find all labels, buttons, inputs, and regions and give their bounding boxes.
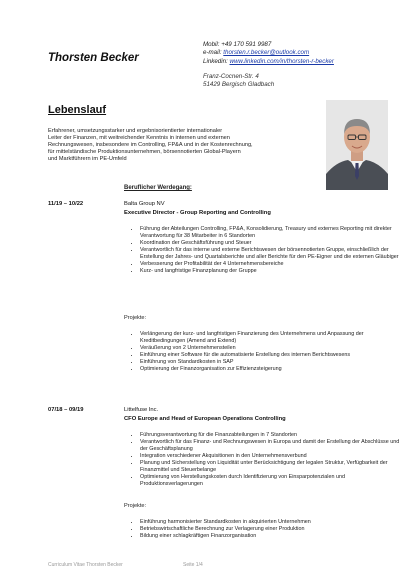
- list-item: • Veräußerung von 2 Unternehmensteilen: [140, 345, 402, 352]
- page-number: Seite 1/4: [183, 562, 203, 568]
- address-street: Franz-Cocnen-Str. 4: [203, 73, 259, 80]
- section-title: Lebenslauf: [48, 104, 107, 116]
- intro-line: Rechnungswesen, insbesondere im Controlling, FP&A und in der Kostenrechnung,: [48, 142, 253, 149]
- portrait-photo: [326, 100, 388, 190]
- linkedin-label: Linkedin:: [203, 57, 230, 65]
- email-link[interactable]: thorsten.r.becker@outlook.com: [223, 49, 310, 57]
- footer-title: Curriculum Vitae Thorsten Becker: [48, 562, 123, 568]
- address-city: 51429 Bergisch Gladbach: [203, 81, 275, 89]
- list-item: • Bildung einer schlagkräftigen Finanzorganisation: [140, 533, 402, 540]
- linkedin-line: [203, 58, 334, 66]
- list-item: • Verlängerung der kurz- und langfristigen Finanzierung des Unternehmens und Anpassung der Kreditbedingungen (Amend and Extend): [140, 331, 402, 345]
- list-item: • Planung und Sicherstellung von Liquidität unter Berücksichtigung der legalen Struktur, Verfügbarkeit der Finanzmittel und Steuerbelange: [140, 460, 402, 474]
- list-item: • Einführung harmonisierter Standardkosten in akquirierten Unternehmen: [140, 519, 402, 526]
- intro-line: und Marktführern im PE-Umfeld: [48, 156, 127, 163]
- job-duties-list: [130, 226, 402, 275]
- list-item: • Kurz- und langfristige Finanzplanung der Gruppe: [140, 268, 402, 275]
- job-company: Littelfuse Inc.: [124, 407, 159, 413]
- job-company: Balta Group NV: [124, 201, 165, 207]
- email-line: [203, 49, 334, 57]
- contact-block: [203, 41, 334, 66]
- list-item: • Integration verschiedener Akquisitionen in den Unternehmensverbund: [140, 453, 402, 460]
- job-projects-list: [130, 331, 402, 373]
- intro-line: Erfahrener, umsetzungsstarker und ergebnisorientierter internationaler: [48, 128, 223, 134]
- candidate-name: Thorsten Becker: [48, 52, 139, 64]
- list-item: • Betriebswirtschaftliche Berechnung zur Verlagerung einer Produktion: [140, 526, 402, 533]
- projects-label: Projekte:: [124, 503, 147, 509]
- list-item: • Optimierung der Finanzorganisation zur Effizienzsteigerung: [140, 366, 402, 373]
- list-item: • Einführung einer Software für die automatisierte Erstellung des internen Berichtswesens: [140, 352, 402, 359]
- list-item: • Optimierung von Herstellungskosten durch Identifizierung von Einsparpotenzialen und Produktionsverlagerungen: [140, 474, 402, 488]
- address-block: [203, 73, 274, 90]
- career-heading: Beruflicher Werdegang:: [124, 185, 192, 191]
- intro-summary: [48, 128, 318, 163]
- job-role: CFO Europe and Head of European Operations Controlling: [124, 416, 286, 422]
- email-label: e-mail:: [203, 49, 224, 57]
- list-item: • Koordination der Geschäftsführung und Steuer: [140, 240, 402, 247]
- list-item: • Einführung von Standardkosten in SAP: [140, 359, 402, 366]
- linkedin-link[interactable]: www.linkedin.com/in/thorsten-r-becker: [229, 57, 334, 65]
- job-projects-list: [130, 519, 402, 540]
- list-item: • Führung der Abteilungen Controlling, FP&A, Konsolidierung, Treasury und externes Reporting mit direkter Verantwortung für 38 Mitarbeiter in 6 Standorten: [140, 226, 402, 240]
- list-item: • Verantwortlich für das Finanz- und Rechnungswesen in Europa und damit der Erstellung der Abschlüsse und der Geschäftsplanung: [140, 439, 402, 453]
- job-role: Executive Director - Group Reporting and Controlling: [124, 210, 271, 216]
- mobile-number: Mobil: +49 170 591 9987: [203, 41, 272, 48]
- intro-line: Leiter der Finanzen, mit weitreichender Kenntnis in internen und externen: [48, 135, 230, 142]
- list-item: • Verbesserung der Profitabilität der 4 Unternehmensbereiche: [140, 261, 402, 268]
- portrait-image: [326, 100, 388, 190]
- job-duties-list: [130, 432, 402, 488]
- intro-line: für mittelständische Produktionsunternehmen, börsennotierten Global-Playern: [48, 149, 241, 156]
- projects-label: Projekte:: [124, 315, 147, 321]
- list-item: • Führungsverantwortung für die Finanzabteilungen in 7 Standorten: [140, 432, 402, 439]
- list-item: • Verantwortlich für das interne und externe Berichtswesen der börsennotierten Gruppe, einschließlich der Erstellung der Jahres- und Quartalsberichte und aller Berichte für den PE-Eigner und die externen Gläubiger: [140, 247, 402, 261]
- job-dates: 07/18 – 09/19: [48, 407, 84, 413]
- job-dates: 11/19 – 10/22: [48, 201, 84, 207]
